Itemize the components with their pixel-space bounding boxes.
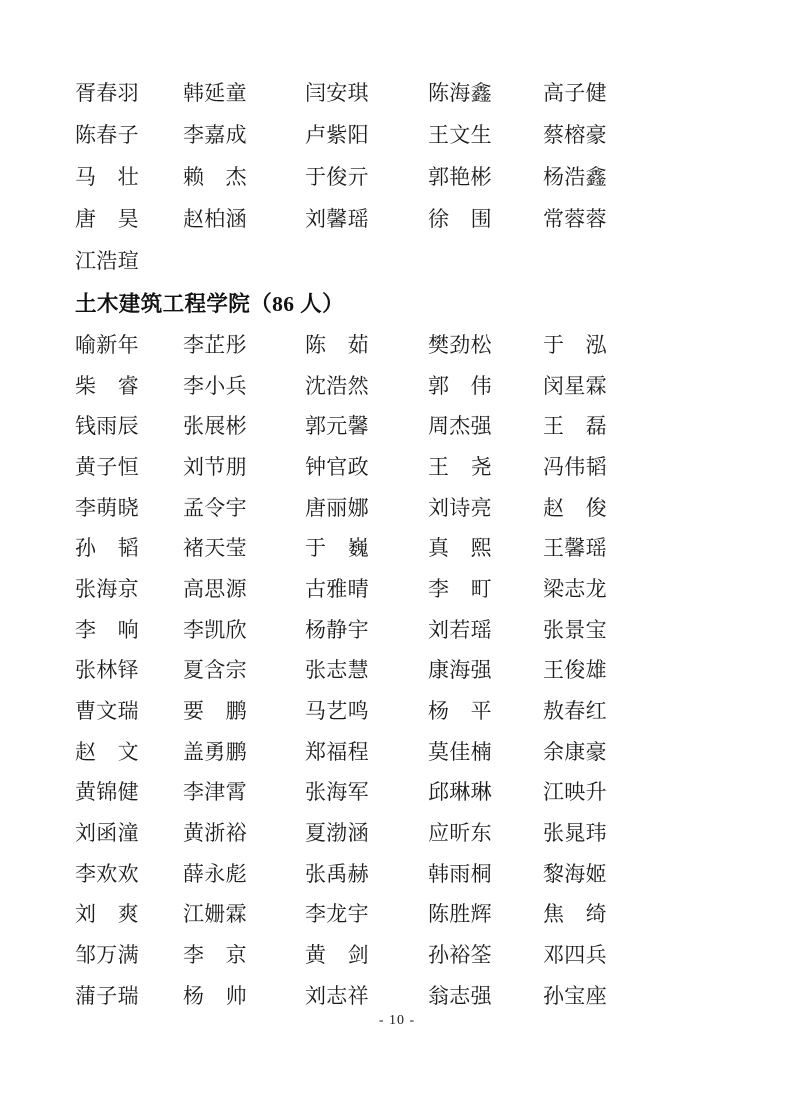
name-cell: 李 京 [183,943,247,968]
name-row [75,610,724,651]
name-cell: 李萌晓 [75,495,139,520]
name-cell: 徐 围 [428,206,492,231]
name-cell: 韩延童 [183,80,247,105]
name-cell: 刘诗亮 [428,495,492,520]
name-cell: 梁志龙 [543,576,607,601]
name-cell: 于 泓 [543,332,607,357]
name-cell: 闵星霖 [543,373,607,398]
name-cell: 赵柏涵 [183,206,247,231]
page-footer [0,1013,794,1029]
name-cell: 曹文瑞 [75,699,139,724]
name-cell: 赵 俊 [543,495,607,520]
name-cell: 张海京 [75,576,139,601]
name-cell: 柴 睿 [75,373,139,398]
name-cell: 翁志强 [428,983,492,1008]
name-cell: 孙 韬 [75,536,139,561]
name-cell: 张景宝 [543,617,607,642]
name-cell: 胥春羽 [75,80,139,105]
name-cell: 张晁玮 [543,821,607,846]
name-cell: 李 町 [428,576,492,601]
name-row [75,325,724,366]
name-cell: 黄子恒 [75,454,139,479]
name-cell: 邱琳琳 [428,780,492,805]
name-cell: 余康豪 [543,739,607,764]
name-cell: 陈春子 [75,122,139,147]
name-row [75,895,724,936]
name-cell: 蒲子瑞 [75,983,139,1008]
name-row [75,406,724,447]
name-cell: 闫安琪 [305,80,369,105]
name-section [75,72,724,282]
name-cell: 常蓉蓉 [543,206,607,231]
name-cell: 黄锦健 [75,780,139,805]
name-cell: 唐丽娜 [305,495,369,520]
name-cell: 黄浙裕 [183,821,247,846]
name-cell: 刘馨瑶 [305,206,369,231]
name-cell: 黎海姬 [543,861,607,886]
name-row [75,813,724,854]
name-cell: 周杰强 [428,414,492,439]
name-cell: 卢紫阳 [305,122,369,147]
name-cell: 杨 帅 [183,983,247,1008]
name-cell: 刘函潼 [75,821,139,846]
name-cell: 敖春红 [543,699,607,724]
name-cell: 夏渤涵 [305,821,369,846]
name-cell: 江映升 [543,780,607,805]
name-cell: 焦 绮 [543,902,607,927]
name-row [75,156,724,198]
name-cell: 张展彬 [183,414,247,439]
name-cell: 刘若瑶 [428,617,492,642]
name-row [75,366,724,407]
name-cell: 张林铎 [75,658,139,683]
name-cell: 郭艳彬 [428,164,492,189]
name-cell: 薛永彪 [183,861,247,886]
name-cell: 刘节朋 [183,454,247,479]
name-cell: 刘志祥 [305,983,369,1008]
name-cell: 李芷彤 [183,332,247,357]
name-cell: 邓四兵 [543,943,607,968]
name-cell: 褚天莹 [183,536,247,561]
name-cell: 李欢欢 [75,861,139,886]
name-cell: 江浩瑄 [75,248,139,273]
name-cell: 夏含宗 [183,658,247,683]
name-row [75,198,724,240]
name-cell: 陈胜辉 [428,902,492,927]
name-cell: 韩雨桐 [428,861,492,886]
name-cell: 孙裕筌 [428,943,492,968]
name-cell: 康海强 [428,658,492,683]
section-heading: 土木建筑工程学院（86 人） [75,292,344,316]
name-cell: 高思源 [183,576,247,601]
name-cell: 邹万满 [75,943,139,968]
name-cell: 冯伟韬 [543,454,607,479]
name-row [75,773,724,814]
name-cell: 李嘉成 [183,122,247,147]
name-cell: 张海军 [305,780,369,805]
name-cell: 古雅晴 [305,576,369,601]
name-cell: 真 熙 [428,536,492,561]
name-cell: 唐 昊 [75,206,139,231]
name-cell: 江姗霖 [183,902,247,927]
name-cell: 赖 杰 [183,164,247,189]
name-row [75,569,724,610]
name-row [75,651,724,692]
name-cell: 郭 伟 [428,373,492,398]
name-cell: 郭元馨 [305,414,369,439]
name-cell: 钟官政 [305,454,369,479]
name-row [75,528,724,569]
name-cell: 马艺鸣 [305,699,369,724]
name-list [75,72,724,1017]
name-row [75,114,724,156]
name-cell: 马 壮 [75,164,139,189]
name-cell: 王馨瑶 [543,536,607,561]
name-cell: 黄 剑 [305,943,369,968]
name-cell: 杨浩鑫 [543,164,607,189]
name-cell: 要 鹏 [183,699,247,724]
name-row [75,447,724,488]
name-cell: 蔡榕豪 [543,122,607,147]
name-cell: 陈海鑫 [428,80,492,105]
name-cell: 于 巍 [305,536,369,561]
name-row [75,488,724,529]
name-cell: 李凯欣 [183,617,247,642]
name-cell: 应昕东 [428,821,492,846]
name-cell: 李小兵 [183,373,247,398]
page-number: - 10 - [378,1013,416,1028]
name-cell: 樊劲松 [428,332,492,357]
name-row [75,854,724,895]
name-cell: 高子健 [543,80,607,105]
name-cell: 李龙宇 [305,902,369,927]
name-cell: 于俊亓 [305,164,369,189]
name-cell: 盖勇鹏 [183,739,247,764]
name-cell: 钱雨辰 [75,414,139,439]
name-cell: 王 尧 [428,454,492,479]
name-cell: 杨 平 [428,699,492,724]
name-cell: 孙宝座 [543,983,607,1008]
name-cell: 刘 爽 [75,902,139,927]
name-cell: 陈 茹 [305,332,369,357]
name-row [75,732,724,773]
name-row [75,240,724,282]
name-cell: 李津霄 [183,780,247,805]
name-cell: 张禹赫 [305,861,369,886]
name-cell: 郑福程 [305,739,369,764]
name-cell: 张志慧 [305,658,369,683]
name-row [75,72,724,114]
name-cell: 王俊雄 [543,658,607,683]
name-cell: 莫佳楠 [428,739,492,764]
name-row [75,976,724,1017]
name-cell: 王 磊 [543,414,607,439]
name-row [75,935,724,976]
name-cell: 喻新年 [75,332,139,357]
name-cell: 孟令宇 [183,495,247,520]
name-cell: 赵 文 [75,739,139,764]
name-row [75,691,724,732]
name-cell: 李 响 [75,617,139,642]
name-cell: 沈浩然 [305,373,369,398]
name-cell: 杨静宇 [305,617,369,642]
name-cell: 王文生 [428,122,492,147]
name-section [75,287,724,1017]
